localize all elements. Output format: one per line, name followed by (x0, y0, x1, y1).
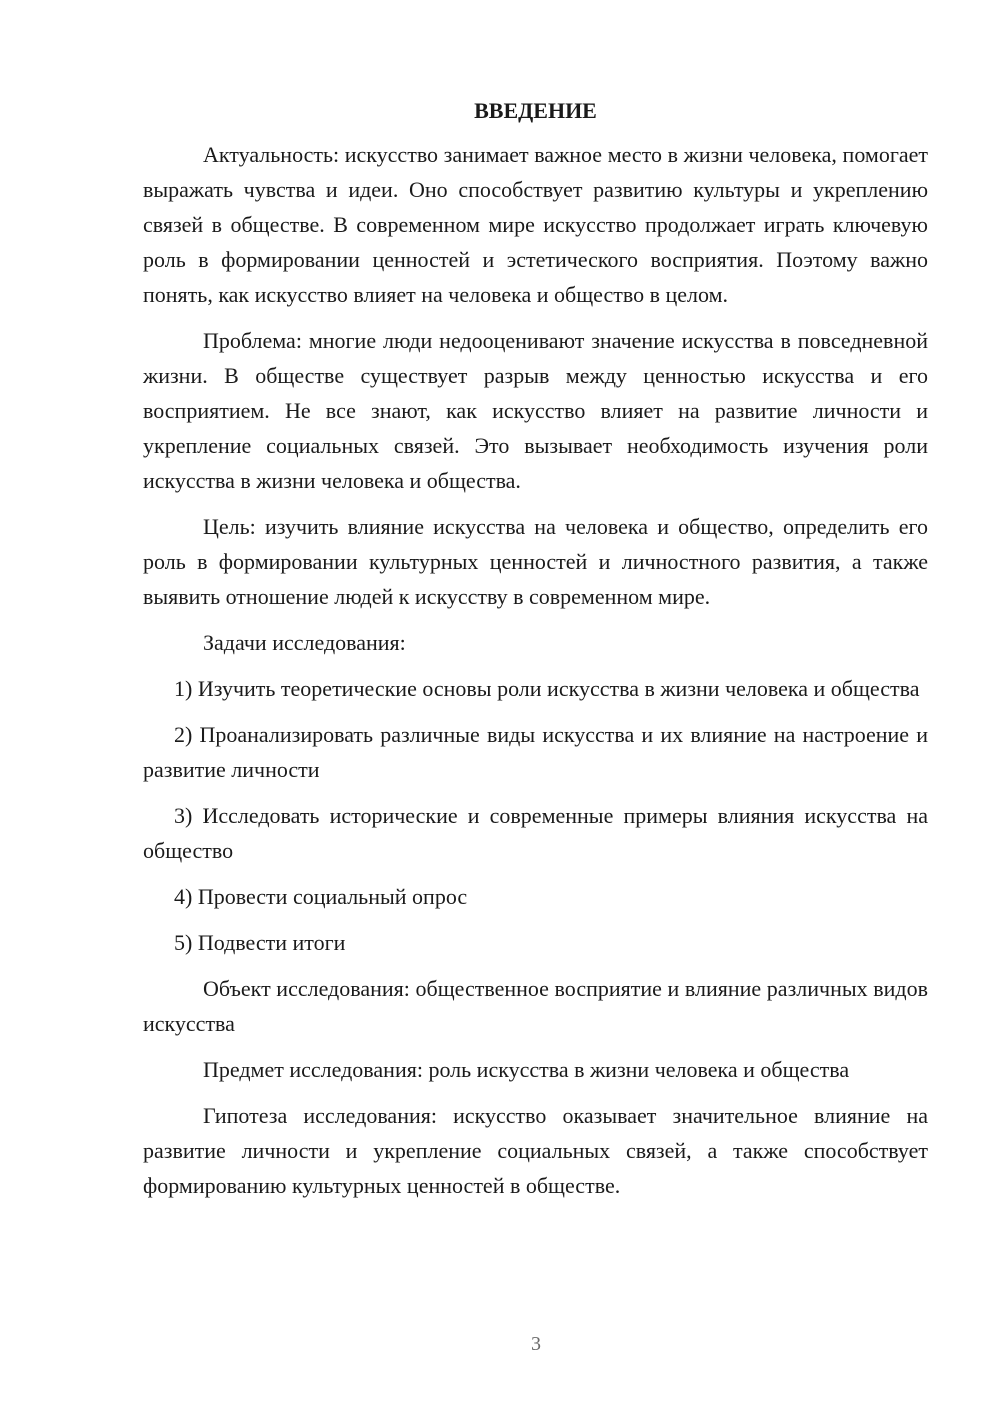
problem-paragraph: Проблема: многие люди недооценивают значение искусства в повседневной жизни. В обществе существует разрыв между ценностью искусства и его восприятием. Не все знают, как искусство влияет на развитие личности и укрепление социальных связей. Это вызывает необходимость изучения роли искусства в жизни человека и общества. (143, 328, 928, 493)
hypothesis-paragraph: Гипотеза исследования: искусство оказывает значительное влияние на развитие личности и укрепление социальных связей, а также способствует формированию культурных ценностей в обществе. (143, 1103, 928, 1198)
task-item-5: 5) Подвести итоги (174, 930, 346, 955)
tasks-heading: Задачи исследования: (203, 630, 406, 655)
section-title: ВВЕДЕНИЕ (474, 98, 597, 123)
task-item-2: 2) Проанализировать различные виды искусства и их влияние на настроение и развитие личности (143, 722, 928, 782)
task-item-1: 1) Изучить теоретические основы роли искусства в жизни человека и общества (174, 676, 920, 701)
relevance-paragraph: Актуальность: искусство занимает важное место в жизни человека, помогает выражать чувства и идеи. Оно способствует развитию культуры и укреплению связей в обществе. В современном мире искусство продолжает играть ключевую роль в формировании ценностей и эстетического восприятия. Поэтому важно понять, как искусство влияет на человека и общество в целом. (143, 142, 928, 307)
document-page (143, 96, 928, 1214)
object-paragraph: Объект исследования: общественное восприятие и влияние различных видов искусства (143, 976, 928, 1036)
task-item-3: 3) Исследовать исторические и современные примеры влияния искусства на общество (143, 803, 928, 863)
page-number: 3 (531, 1333, 541, 1355)
task-item-4: 4) Провести социальный опрос (174, 884, 468, 909)
goal-paragraph: Цель: изучить влияние искусства на человека и общество, определить его роль в формировании культурных ценностей и личностного развития, а также выявить отношение людей к искусству в современном мире. (143, 514, 928, 609)
subject-paragraph: Предмет исследования: роль искусства в жизни человека и общества (203, 1057, 850, 1082)
